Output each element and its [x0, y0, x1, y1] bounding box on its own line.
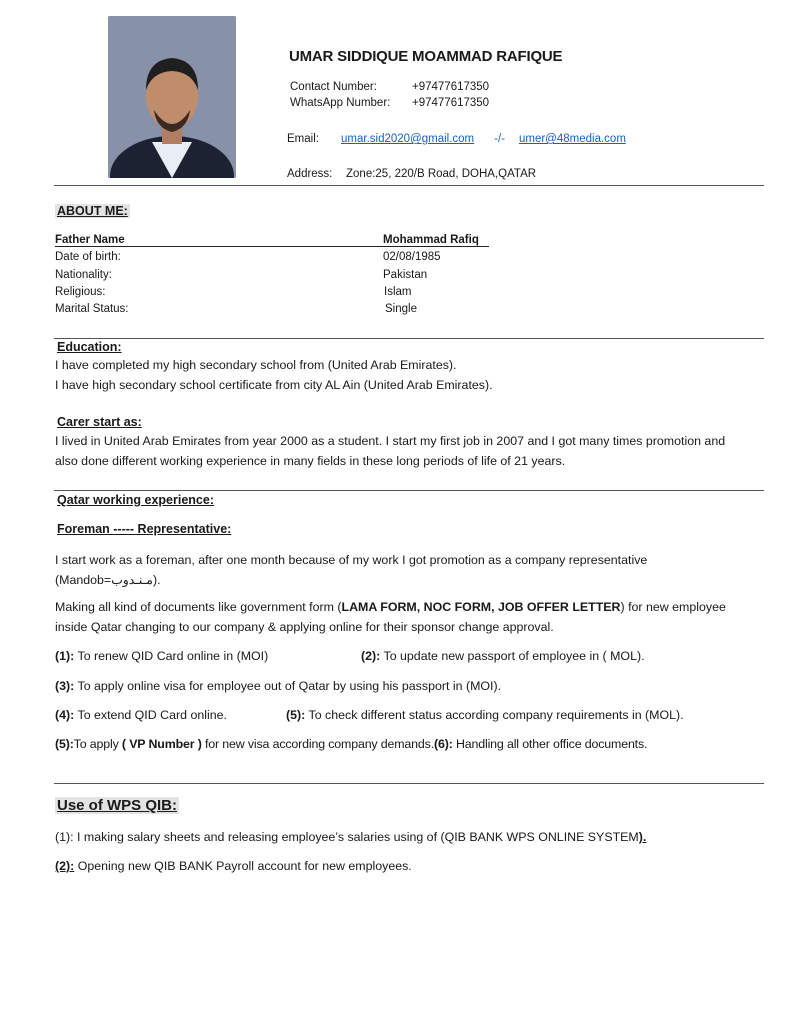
wps-line-1: [55, 828, 755, 848]
contact-line: [290, 81, 489, 93]
whatsapp-label: WhatsApp Number:: [290, 97, 391, 109]
task-item-5: [286, 706, 756, 726]
about-value: 02/08/1985: [383, 251, 441, 263]
task-text: To apply online visa for employee out of Qatar by using his passport in (MOI).: [74, 679, 502, 693]
education-line: I have completed my high secondary school from (United Arab Emirates).: [55, 358, 457, 372]
task-text: To apply: [73, 737, 122, 751]
task-text: To renew QID Card online in (MOI): [74, 649, 269, 663]
address-label: Address:: [287, 168, 333, 180]
paragraph-text: Making all kind of documents like government form (: [55, 600, 342, 614]
whatsapp-line: [290, 97, 489, 109]
email-separator: -/-: [494, 133, 505, 145]
wps-text: (1): I making salary sheets and releasing employee’s salaries using of (QIB BANK WPS ONLINE SYSTEM: [55, 830, 639, 844]
qatar-subtitle: Foreman ----- Representative:: [57, 522, 232, 536]
task-text: To update new passport of employee in ( MOL).: [380, 649, 645, 663]
forms-list: LAMA FORM, NOC FORM, JOB OFFER LETTER: [341, 600, 621, 614]
task-number: (1):: [55, 649, 75, 663]
about-value: Single: [385, 303, 417, 315]
about-label: Date of birth:: [55, 251, 121, 263]
divider: [54, 490, 764, 491]
email-label: Email:: [287, 133, 319, 145]
about-label: Father Name: [55, 234, 125, 246]
task-text: To check different status according company requirements in (MOL).: [305, 708, 684, 722]
about-value: Islam: [384, 286, 412, 298]
education-line: I have high secondary school certificate from city AL Ain (United Arab Emirates).: [55, 378, 493, 392]
wps-title: Use of WPS QIB:: [57, 797, 178, 814]
wps-number: (2):: [55, 859, 75, 873]
task-number: (6):: [433, 737, 453, 751]
wps-text: Opening new QIB BANK Payroll account for new employees.: [74, 859, 412, 873]
candidate-name: UMAR SIDDIQUE MOAMMAD RAFIQUE: [289, 48, 563, 65]
career-text: I lived in United Arab Emirates from year 2000 as a student. I start my first job in 2007 and I got many times promotion and also done different working experience in many fields in these long periods of life of 21 years.: [55, 434, 726, 468]
email-link-1[interactable]: umar.sid2020@gmail.com: [341, 133, 475, 145]
task-number: (3):: [55, 679, 75, 693]
about-value: Pakistan: [383, 269, 428, 281]
task-item-3: [55, 677, 755, 697]
task-number: (5):: [55, 737, 74, 751]
about-label: Marital Status:: [55, 303, 129, 315]
about-label: Religious:: [55, 286, 106, 298]
qatar-paragraph-1: I start work as a foreman, after one month because of my work I got promotion as a company representative (Mandob=مـنـدوب).: [55, 553, 648, 587]
contact-label: Contact Number:: [290, 81, 377, 93]
task-text: To extend QID Card online.: [74, 708, 227, 722]
task-text: for new visa according company demands.: [201, 737, 434, 751]
address-line: [287, 168, 536, 180]
education-title: Education:: [57, 340, 122, 354]
divider: [54, 185, 764, 186]
qatar-title: Qatar working experience:: [57, 493, 215, 507]
task-item-2: [361, 647, 761, 667]
divider: [54, 338, 764, 339]
email-line: [287, 133, 626, 145]
career-title: Carer start as:: [57, 415, 142, 429]
about-title: ABOUT ME:: [57, 204, 128, 218]
vp-number: ( VP Number ): [121, 737, 202, 751]
about-label: Nationality:: [55, 269, 112, 281]
task-number: (4):: [55, 708, 75, 722]
contact-value: +97477617350: [412, 81, 490, 93]
about-value: Mohammad Rafiq: [383, 234, 479, 246]
paragraph-text: ) for new employee inside Qatar changing to our company & applying online for their sponsor change approval.: [55, 600, 726, 634]
task-number: (5):: [286, 708, 306, 722]
divider: [54, 783, 764, 784]
task-text: Handling all other office documents.: [452, 737, 648, 751]
qatar-paragraph-2: [55, 598, 755, 637]
address-value: Zone:25, 220/B Road, DOHA,QATAR: [346, 168, 537, 180]
wps-line-2: [55, 857, 755, 877]
task-number: (2):: [361, 649, 381, 663]
email-link-2[interactable]: umer@48media.com: [518, 133, 626, 145]
task-item-6: [55, 735, 765, 755]
wps-text-end: ).: [638, 830, 647, 844]
profile-photo: [108, 16, 236, 178]
whatsapp-value: +97477617350: [412, 97, 490, 109]
